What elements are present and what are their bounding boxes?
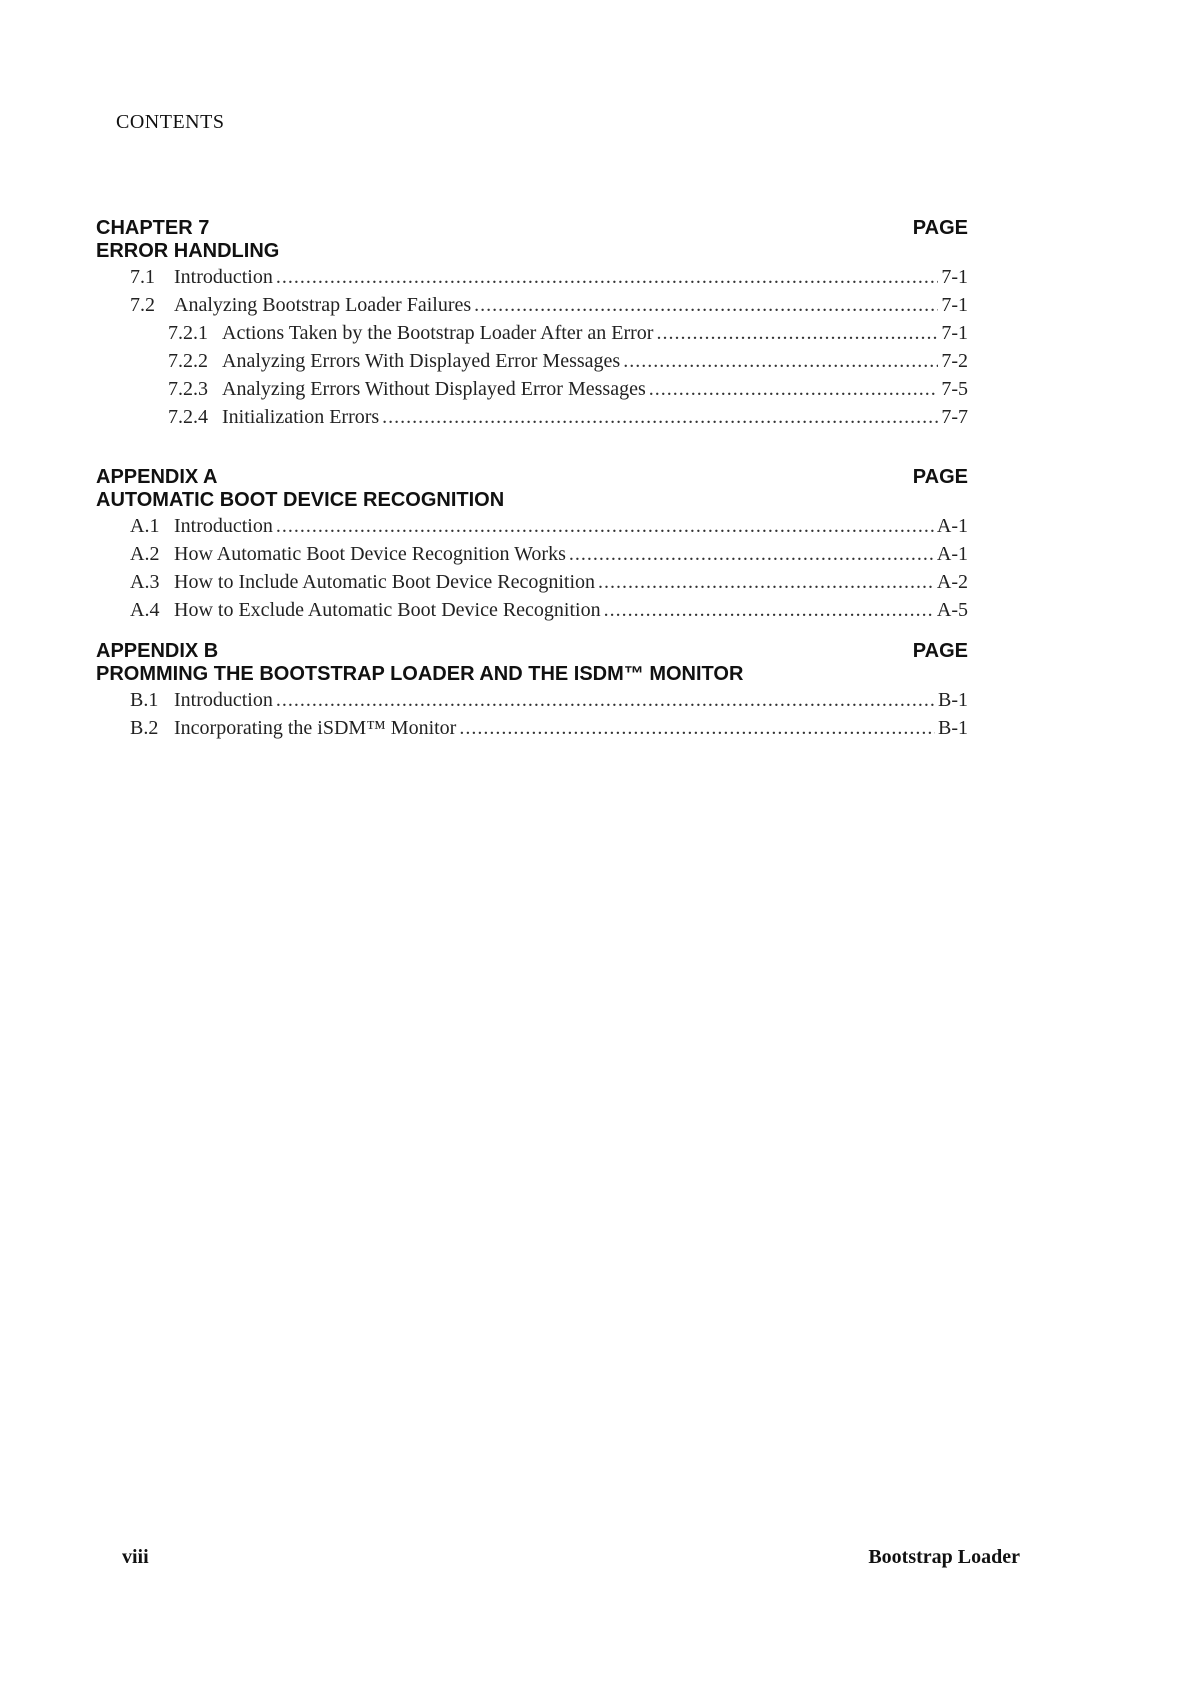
toc-entry[interactable] bbox=[96, 568, 968, 596]
entry-title: Incorporating the iSDM™ Monitor bbox=[174, 717, 457, 739]
entry-title: How to Exclude Automatic Boot Device Recognition bbox=[174, 599, 601, 621]
entry-page: A-5 bbox=[936, 599, 968, 621]
toc-section-appendix-b bbox=[96, 640, 968, 742]
dot-leader bbox=[569, 540, 934, 568]
entry-title: Analyzing Errors Without Displayed Error Messages bbox=[222, 378, 646, 400]
dot-leader bbox=[649, 375, 939, 403]
entry-number: 7.1 bbox=[130, 266, 155, 288]
running-head: CONTENTS bbox=[116, 111, 225, 133]
section-label: CHAPTER 7 bbox=[96, 217, 210, 239]
entry-page: 7-5 bbox=[941, 378, 968, 400]
page-column-label: PAGE bbox=[912, 466, 968, 488]
toc-entry[interactable] bbox=[96, 596, 968, 624]
section-heading bbox=[96, 640, 968, 686]
dot-leader bbox=[598, 568, 934, 596]
footer-page-number: viii bbox=[122, 1546, 149, 1568]
dot-leader bbox=[276, 263, 938, 291]
entry-number: 7.2 bbox=[130, 294, 155, 316]
entry-page: B-1 bbox=[938, 689, 968, 711]
dot-leader bbox=[623, 347, 938, 375]
section-label: APPENDIX A bbox=[96, 466, 218, 488]
dot-leader bbox=[459, 714, 935, 742]
section-label: APPENDIX B bbox=[96, 640, 219, 662]
entry-page: 7-1 bbox=[941, 266, 968, 288]
entry-title: Actions Taken by the Bootstrap Loader After an Error bbox=[222, 322, 654, 344]
section-heading bbox=[96, 217, 968, 263]
section-title: PROMMING THE BOOTSTRAP LOADER AND THE ISDM™ MONITOR bbox=[96, 663, 744, 685]
toc-entry[interactable] bbox=[96, 540, 968, 568]
section-heading bbox=[96, 466, 968, 512]
entry-number: A.4 bbox=[130, 599, 160, 621]
entry-title: How Automatic Boot Device Recognition Works bbox=[174, 543, 566, 565]
entry-title: Introduction bbox=[174, 266, 273, 288]
entry-title: How to Include Automatic Boot Device Recognition bbox=[174, 571, 596, 593]
entry-title: Introduction bbox=[174, 515, 273, 537]
entry-page: 7-1 bbox=[941, 294, 968, 316]
toc-entry[interactable] bbox=[96, 686, 968, 714]
toc-entry[interactable] bbox=[96, 291, 968, 319]
toc-entry[interactable] bbox=[96, 319, 968, 347]
page-column-label: PAGE bbox=[912, 640, 968, 662]
dot-leader bbox=[604, 596, 934, 624]
entry-number: 7.2.2 bbox=[168, 350, 208, 372]
toc-entry[interactable] bbox=[96, 263, 968, 291]
entry-title: Analyzing Bootstrap Loader Failures bbox=[174, 294, 472, 316]
section-title: ERROR HANDLING bbox=[96, 240, 280, 262]
dot-leader bbox=[382, 403, 938, 431]
toc-entry[interactable] bbox=[96, 347, 968, 375]
dot-leader bbox=[276, 512, 934, 540]
dot-leader bbox=[474, 291, 938, 319]
section-title: AUTOMATIC BOOT DEVICE RECOGNITION bbox=[96, 489, 505, 511]
entry-number: A.2 bbox=[130, 543, 160, 565]
toc-entry[interactable] bbox=[96, 403, 968, 431]
dot-leader bbox=[276, 686, 935, 714]
entry-number: 7.2.4 bbox=[168, 406, 208, 428]
entry-number: 7.2.1 bbox=[168, 322, 208, 344]
toc-section-appendix-a bbox=[96, 466, 968, 624]
entry-number: B.1 bbox=[130, 689, 159, 711]
entry-page: 7-7 bbox=[941, 406, 968, 428]
entry-number: A.1 bbox=[130, 515, 160, 537]
toc-entry[interactable] bbox=[96, 512, 968, 540]
page-column-label: PAGE bbox=[912, 217, 968, 239]
entry-title: Analyzing Errors With Displayed Error Messages bbox=[222, 350, 621, 372]
entry-title: Introduction bbox=[174, 689, 273, 711]
entry-page: A-1 bbox=[936, 515, 968, 537]
entry-number: B.2 bbox=[130, 717, 159, 739]
entry-page: B-1 bbox=[938, 717, 968, 739]
entry-page: 7-2 bbox=[941, 350, 968, 372]
entry-title: Initialization Errors bbox=[222, 406, 380, 428]
footer-manual-title: Bootstrap Loader bbox=[868, 1546, 1020, 1568]
entry-page: 7-1 bbox=[941, 322, 968, 344]
entry-page: A-2 bbox=[936, 571, 968, 593]
toc-entry[interactable] bbox=[96, 375, 968, 403]
entry-number: 7.2.3 bbox=[168, 378, 208, 400]
entry-page: A-1 bbox=[936, 543, 968, 565]
entry-number: A.3 bbox=[130, 571, 160, 593]
toc-section-chapter-7 bbox=[96, 217, 968, 431]
dot-leader bbox=[656, 319, 938, 347]
toc-entry[interactable] bbox=[96, 714, 968, 742]
